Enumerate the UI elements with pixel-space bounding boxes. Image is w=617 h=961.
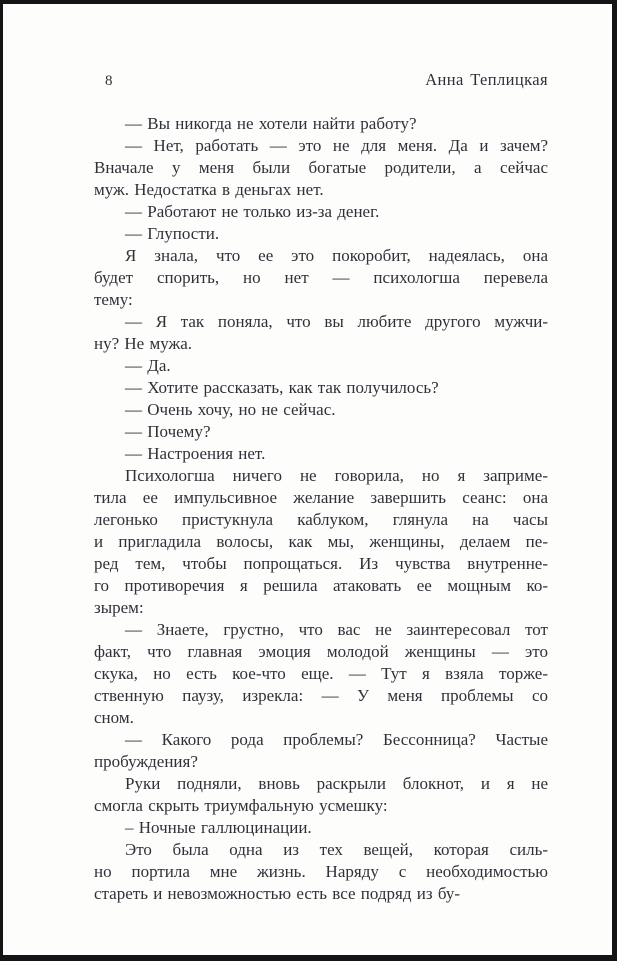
text-block (94, 113, 548, 905)
text-line: Психологша ничего не говорила, но я заприме- (125, 466, 548, 485)
text-line: ну? Не мужа. (94, 334, 193, 353)
page-header (94, 70, 548, 90)
text-line: будет спорить, но нет — психологша перевела (94, 268, 548, 287)
text-line: сном. (94, 708, 134, 727)
text-line: Вначале у меня были богатые родители, а сейчас (94, 158, 548, 177)
paragraph (94, 399, 548, 421)
text-line: Я знала, что ее это покоробит, надеялась, она (125, 246, 548, 265)
text-line: — Нет, работать — это не для меня. Да и зачем? (125, 136, 548, 155)
text-line: Руки подняли, вновь раскрыли блокнот, и я не (125, 774, 548, 793)
text-line: — Настроения нет. (125, 444, 266, 463)
text-line: муж. Недостатка в деньгах нет. (94, 180, 324, 199)
text-line: факт, что главная эмоция молодой женщины — это (94, 642, 548, 661)
paragraph (94, 421, 548, 443)
paragraph (94, 355, 548, 377)
paragraph (94, 619, 548, 729)
text-line: — Почему? (125, 422, 211, 441)
paragraph (94, 223, 548, 245)
paragraph (94, 135, 548, 201)
text-line: тила ее импульсивное желание завершить сеанс: она (94, 488, 548, 507)
paragraph (94, 839, 548, 905)
text-line: — Хотите рассказать, как так получилось? (125, 378, 439, 397)
text-line: но портила мне жизнь. Наряду с необходимостью (94, 862, 548, 881)
text-line: — Знаете, грустно, что вас не заинтересовал тот (125, 620, 548, 639)
text-line: зырем: (94, 598, 144, 617)
paragraph (94, 245, 548, 311)
paragraph (94, 729, 548, 773)
paragraph (94, 311, 548, 355)
running-head-author: Анна Теплицкая (425, 70, 548, 89)
text-line: пробуждения? (94, 752, 198, 771)
text-line: — Работают не только из-за денег. (125, 202, 380, 221)
paragraph (94, 817, 548, 839)
paragraph (94, 443, 548, 465)
text-line: скука, но есть кое-что еще. — Тут я взяла торже- (94, 664, 548, 683)
paragraph (94, 773, 548, 817)
text-line: и пригладила волосы, как мы, женщины, делаем пе- (94, 532, 548, 551)
text-line: ственную паузу, изрекла: — У меня проблемы со (94, 686, 548, 705)
text-line: — Я так поняла, что вы любите другого мужчи- (125, 312, 548, 331)
paragraph (94, 465, 548, 619)
text-line: — Глупости. (125, 224, 220, 243)
paragraph (94, 113, 548, 135)
paragraph (94, 377, 548, 399)
text-line: тему: (94, 290, 133, 309)
text-line: — Очень хочу, но не сейчас. (125, 400, 336, 419)
text-line: Это была одна из тех вещей, которая силь- (125, 840, 548, 859)
text-line: – Ночные галлюцинации. (125, 818, 312, 837)
book-page (3, 4, 612, 955)
text-line: — Какого рода проблемы? Бессонница? Частые (125, 730, 548, 749)
text-line: — Да. (125, 356, 171, 375)
text-line: — Вы никогда не хотели найти работу? (125, 114, 417, 133)
page-number: 8 (105, 73, 113, 89)
text-line: легонько пристукнула каблуком, глянула на часы (94, 510, 548, 529)
paragraph (94, 201, 548, 223)
text-line: стареть и невозможностью есть все подряд из бу- (94, 884, 460, 903)
text-line: го противоречия я решила атаковать ее мощным ко- (94, 576, 548, 595)
text-line: ред тем, чтобы попрощаться. Из чувства внутренне- (94, 554, 548, 573)
text-line: смогла скрыть триумфальную усмешку: (94, 796, 388, 815)
